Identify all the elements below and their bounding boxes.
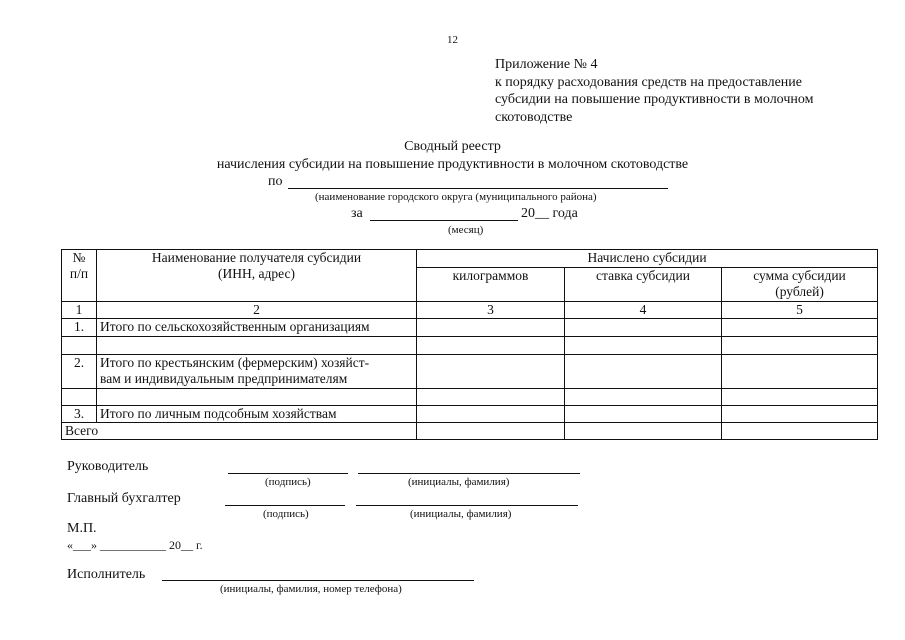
- row-num: 1.: [62, 319, 97, 337]
- row-name-line: вам и индивидуальным предпринимателям: [100, 371, 348, 386]
- cell-rate[interactable]: [565, 389, 722, 406]
- col-header-accrued: Начислено субсидии: [417, 250, 878, 268]
- col-header-num: № п/п: [62, 250, 97, 302]
- initials-caption: (инициалы, фамилия): [408, 476, 510, 488]
- date-line[interactable]: «___» ___________ 20__ г.: [67, 538, 203, 552]
- col-header-kg: килограммов: [417, 268, 565, 302]
- row-name: Итого по сельскохозяйственным организациям: [97, 319, 417, 337]
- col-number: 1: [62, 302, 97, 319]
- cell-rate[interactable]: [565, 423, 722, 440]
- cell-sum[interactable]: [722, 337, 878, 355]
- cell-kg[interactable]: [417, 389, 565, 406]
- col-number: 3: [417, 302, 565, 319]
- table-row: [62, 406, 878, 423]
- column-numbers-row: [62, 302, 878, 319]
- col-number: 5: [722, 302, 878, 319]
- cell-rate[interactable]: [565, 406, 722, 423]
- row-num: 3.: [62, 406, 97, 423]
- total-row: [62, 423, 878, 440]
- signature-caption: (подпись): [263, 508, 309, 520]
- initials-caption: (инициалы, фамилия): [410, 508, 512, 520]
- blank-cell[interactable]: [97, 389, 417, 406]
- cell-kg[interactable]: [417, 423, 565, 440]
- col-header-rate: ставка субсидии: [565, 268, 722, 302]
- municipality-caption: (наименование городского округа (муниципального района): [315, 191, 597, 203]
- blank-cell[interactable]: [62, 389, 97, 406]
- cell-kg[interactable]: [417, 319, 565, 337]
- accountant-signature-field[interactable]: [225, 505, 345, 506]
- appendix-line: скотоводстве: [495, 109, 573, 125]
- signature-caption: (подпись): [265, 476, 311, 488]
- sum-header-line: сумма субсидии: [753, 268, 846, 283]
- table-row-blank: [62, 389, 878, 406]
- recipient-header-line: Наименование получателя субсидии: [151, 250, 362, 265]
- month-field[interactable]: [370, 220, 518, 221]
- col-header-recipient: [97, 250, 417, 302]
- executor-label: Исполнитель: [67, 567, 146, 582]
- cell-kg[interactable]: [417, 355, 565, 389]
- page-number: 12: [447, 34, 458, 46]
- table-row-blank: [62, 337, 878, 355]
- stamp-label: М.П.: [67, 521, 97, 536]
- cell-kg[interactable]: [417, 337, 565, 355]
- document-title: Сводный реестр: [404, 139, 501, 154]
- blank-cell[interactable]: [97, 337, 417, 355]
- cell-sum[interactable]: [722, 406, 878, 423]
- cell-rate[interactable]: [565, 319, 722, 337]
- cell-sum[interactable]: [722, 389, 878, 406]
- month-caption: (месяц): [448, 224, 484, 236]
- row-name: [97, 355, 417, 389]
- cell-rate[interactable]: [565, 355, 722, 389]
- appendix-block: [495, 56, 875, 126]
- col-number: 2: [97, 302, 417, 319]
- cell-sum[interactable]: [722, 423, 878, 440]
- document-subtitle: начисления субсидии на повышение продуктивности в молочном скотоводстве: [216, 157, 689, 172]
- col-header-sum: [722, 268, 878, 302]
- municipality-field[interactable]: [288, 188, 668, 189]
- appendix-title: Приложение № 4: [495, 57, 598, 72]
- col-number: 4: [565, 302, 722, 319]
- za-label: за: [351, 206, 363, 221]
- row-name-line: Итого по крестьянским (фермерским) хозяйст-: [100, 355, 370, 370]
- table-row: [62, 355, 878, 389]
- table-row: [62, 319, 878, 337]
- cell-sum[interactable]: [722, 319, 878, 337]
- recipient-header-line: (ИНН, адрес): [218, 266, 295, 281]
- head-signature-field[interactable]: [228, 473, 348, 474]
- appendix-line: к порядку расходования средств на предоставление: [495, 74, 803, 90]
- accountant-name-field[interactable]: [356, 505, 578, 506]
- cell-kg[interactable]: [417, 406, 565, 423]
- registry-table: [61, 249, 878, 440]
- po-label: по: [268, 174, 283, 189]
- executor-caption: (инициалы, фамилия, номер телефона): [220, 583, 402, 595]
- row-name: Итого по личным подсобным хозяйствам: [97, 406, 417, 423]
- appendix-line: субсидии на повышение продуктивности в молочном: [495, 92, 814, 107]
- sum-header-line: (рублей): [775, 284, 824, 299]
- accountant-label: Главный бухгалтер: [67, 491, 181, 506]
- blank-cell[interactable]: [62, 337, 97, 355]
- row-num: 2.: [62, 355, 97, 389]
- head-label: Руководитель: [67, 459, 149, 474]
- total-label: Всего: [62, 423, 417, 440]
- head-name-field[interactable]: [358, 473, 580, 474]
- cell-rate[interactable]: [565, 337, 722, 355]
- executor-field[interactable]: [162, 580, 474, 581]
- year-text: 20__ года: [521, 206, 578, 221]
- cell-sum[interactable]: [722, 355, 878, 389]
